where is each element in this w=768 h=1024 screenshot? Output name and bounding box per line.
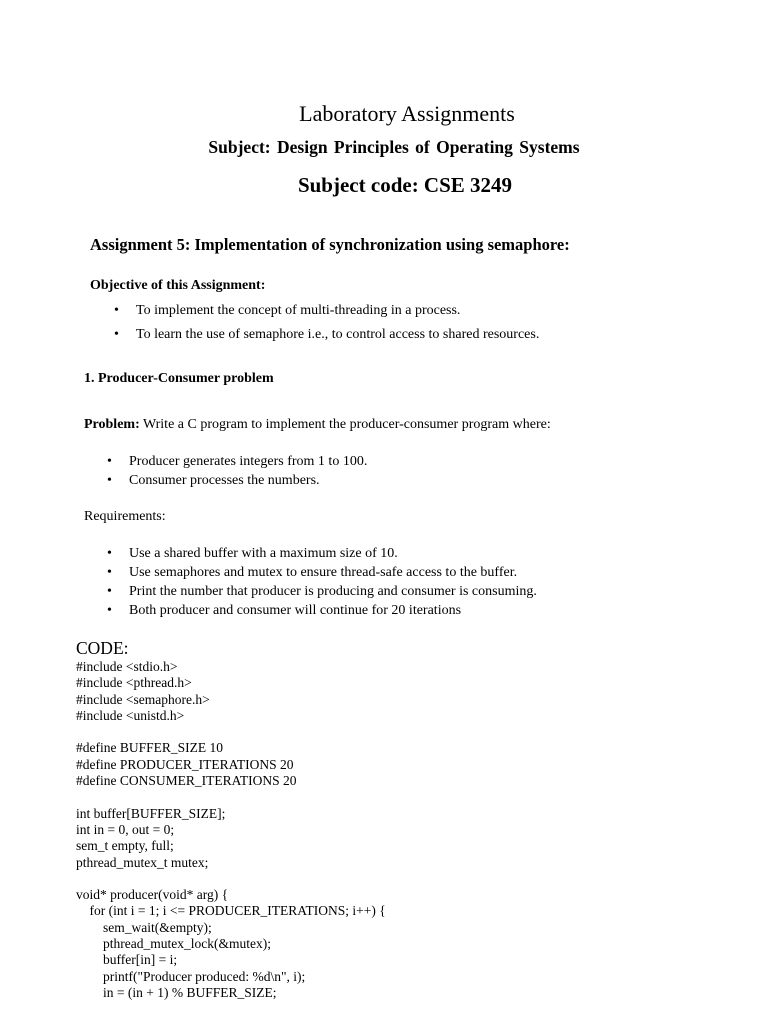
code-line: for (int i = 1; i <= PRODUCER_ITERATIONS; i++) {	[76, 903, 386, 919]
code-line	[76, 789, 386, 805]
requirement-text: Use a shared buffer with a maximum size of 10.	[129, 546, 398, 561]
code-line: sem_t empty, full;	[76, 838, 174, 854]
bullet-text: Producer generates integers from 1 to 100.	[129, 454, 368, 469]
code-line: int buffer[BUFFER_SIZE];	[76, 805, 226, 821]
code-line: in = (in + 1) % BUFFER_SIZE;	[76, 984, 277, 1000]
code-block	[76, 659, 386, 1001]
code-heading: CODE:	[76, 638, 129, 658]
bullet-icon: •	[114, 303, 119, 318]
objective-text: To implement the concept of multi-threading in a process.	[136, 303, 461, 318]
code-line: pthread_mutex_lock(&mutex);	[76, 936, 271, 952]
subject-line: Subject: Design Principles of Operating Systems	[208, 137, 580, 157]
bullet-icon: •	[107, 603, 112, 618]
code-line: sem_wait(&empty);	[76, 919, 212, 935]
code-line: printf("Producer produced: %d\n", i);	[76, 968, 306, 984]
requirement-text: Print the number that producer is producing and consumer is consuming.	[129, 584, 537, 599]
requirements-label: Requirements:	[84, 509, 166, 524]
problem-heading: 1. Producer-Consumer problem	[84, 371, 274, 386]
code-line: pthread_mutex_t mutex;	[76, 854, 209, 870]
list-item	[107, 453, 368, 472]
list-item	[107, 545, 537, 564]
list-item	[107, 472, 367, 491]
list-item	[114, 326, 540, 350]
code-line: #define PRODUCER_ITERATIONS 20	[76, 756, 294, 772]
requirement-text: Both producer and consumer will continue for 20 iterations	[129, 603, 462, 618]
list-item	[107, 564, 537, 583]
problem-label: Problem:	[84, 417, 140, 432]
problem-statement	[84, 417, 551, 433]
bullet-icon: •	[114, 327, 119, 342]
code-line: #define BUFFER_SIZE 10	[76, 740, 223, 756]
problem-text: Write a C program to implement the producer-consumer program where:	[139, 417, 551, 432]
subject-code-line: Subject code: CSE 3249	[297, 173, 513, 197]
bullet-icon: •	[107, 584, 112, 599]
code-line: #include <stdio.h>	[76, 659, 178, 674]
list-item	[107, 602, 537, 621]
bullet-text: Consumer processes the numbers.	[129, 473, 320, 488]
list-item	[107, 583, 537, 602]
code-line	[76, 871, 386, 887]
problem-bullets	[107, 453, 368, 491]
code-line: #define CONSUMER_ITERATIONS 20	[76, 773, 297, 789]
bullet-icon: •	[107, 565, 112, 580]
code-line: void* producer(void* arg) {	[76, 887, 229, 903]
bullet-icon: •	[107, 546, 112, 561]
assignment-heading: Assignment 5: Implementation of synchronization using semaphore:	[90, 235, 570, 254]
objective-heading: Objective of this Assignment:	[90, 278, 266, 293]
objectives-list	[114, 302, 540, 350]
document-title: Laboratory Assignments	[299, 101, 515, 126]
list-item	[114, 302, 539, 326]
requirement-text: Use semaphores and mutex to ensure thread-safe access to the buffer.	[129, 565, 518, 580]
code-line: #include <pthread.h>	[76, 675, 192, 691]
code-line: int in = 0, out = 0;	[76, 821, 175, 837]
code-line: #include <unistd.h>	[76, 707, 185, 723]
objective-text: To learn the use of semaphore i.e., to control access to shared resources.	[136, 327, 540, 342]
bullet-icon: •	[107, 454, 112, 469]
bullet-icon: •	[107, 473, 112, 488]
requirements-list	[107, 545, 537, 621]
code-line	[76, 724, 386, 740]
code-line: #include <semaphore.h>	[76, 691, 210, 707]
code-line: buffer[in] = i;	[76, 952, 178, 968]
